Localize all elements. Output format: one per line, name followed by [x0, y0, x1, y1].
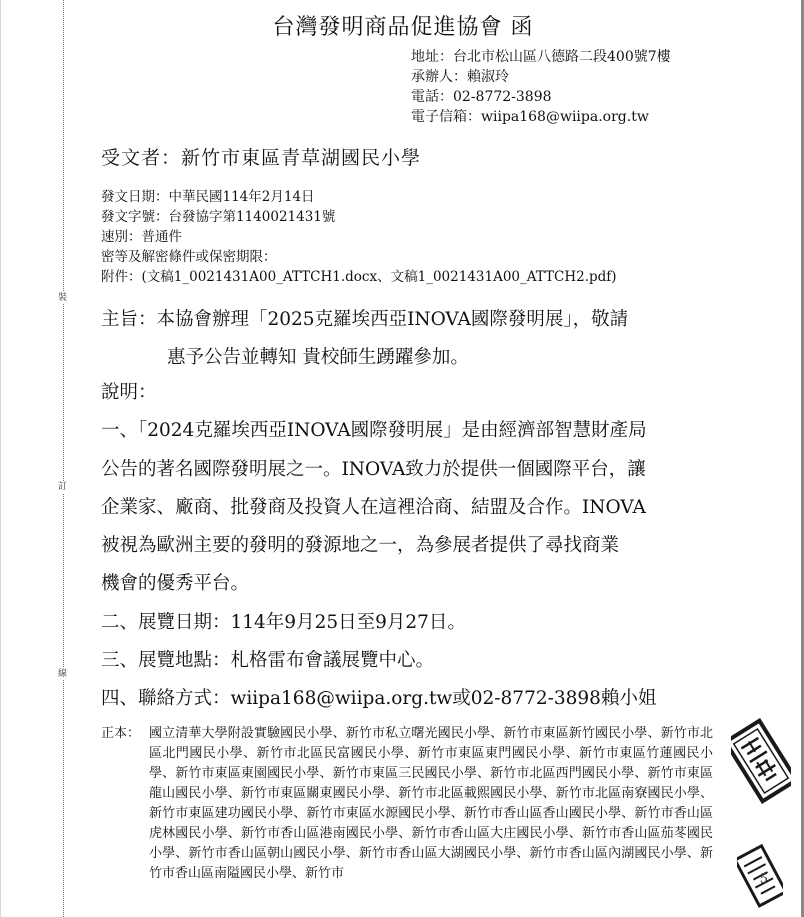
seal-stamp-icon — [731, 718, 791, 804]
sender-phone: 電話：02-8772-3898 — [411, 89, 552, 105]
recipients — [101, 724, 713, 884]
subject-line-1: 主旨：本協會辦理「2025克羅埃西亞INOVA國際發明展」，敬請 — [101, 309, 629, 330]
receiver: 受文者：新竹市東區青草湖國民小學 — [101, 147, 422, 169]
sender-handler: 承辦人：賴淑玲 — [411, 69, 509, 85]
recipients-list: 國立清華大學附設實驗國民小學、新竹市私立曙光國民小學、新竹市東區新竹國民小學、新竹市北區北門國民小學、新竹市北區民富國民小學、新竹市東區東門國民小學、新竹市東區竹蓮國民小學、新竹市東區東園國民小學、新竹市東區三民國民小學、新竹市北區西門國民小學、新竹市東區龍山國民小學、新竹市東區關東國民小學、新竹市北區載熙國民小學、新竹市北區南寮國民小學、新竹市東區建功國民小學、新竹市東區水源國民小學、新竹市香山區香山國民小學、新竹市香山區虎林國民小學、新竹市香山區港南國民小學、新竹市香山區大庄國民小學、新竹市香山區茄苳國民小學、新竹市香山區朝山國民小學、新竹市香山區大湖國民小學、新竹市香山區內湖國民小學、新竹市香山區南隘國民小學、新竹市 — [149, 726, 713, 881]
attachments: 附件：(文稿1_0021431A00_ATTCH1.docx、文稿1_0021431A00_ATTCH2.pdf) — [101, 269, 617, 285]
subject-line-2: 惠予公告並轉知 貴校師生踴躍參加。 — [167, 347, 469, 368]
explanation — [101, 374, 711, 719]
document-title: 台灣發明商品促進協會 函 — [272, 15, 534, 40]
binding-mark-xian: 線 — [58, 669, 68, 679]
binding-line — [63, 0, 64, 917]
document-meta — [101, 187, 617, 287]
issue-number: 發文字號：台發協字第1140021431號 — [101, 209, 336, 225]
paragraph-4: 四、聯絡方式：wiipa168@wiipa.org.tw或02-8772-3898賴小姐 — [101, 688, 657, 710]
sender-email: 電子信箱：wiipa168@wiipa.org.tw — [411, 109, 649, 125]
sender-info — [411, 47, 671, 127]
explanation-heading: 說明： — [101, 382, 157, 403]
binding-mark-zhuang: 裝 — [58, 293, 68, 303]
paragraph-1-line-1: 一、「2024克羅埃西亞INOVA國際發明展」是由經濟部智慧財產局 — [101, 420, 647, 442]
paragraph-3: 三、展覽地點：札格雷布會議展覽中心。 — [101, 650, 435, 672]
secret-level: 密等及解密條件或保密期限： — [101, 249, 277, 265]
sender-address: 地址：台北市松山區八德路二段400號7樓 — [411, 49, 671, 65]
paragraph-2: 二、展覽日期：114年9月25日至9月27日。 — [101, 611, 466, 633]
paragraph-1-line-3: 企業家、廠商、批發商及投資人在這裡洽商、結盟及合作。INOVA — [101, 496, 646, 518]
subject — [101, 301, 701, 377]
paragraph-1-line-4: 被視為歐洲主要的發明的發源地之一，為參展者提供了尋找商業 — [101, 535, 620, 557]
delivery-speed: 速別：普通件 — [101, 229, 182, 245]
issue-date: 發文日期：中華民國114年2月14日 — [101, 189, 315, 205]
binding-mark-ding: 訂 — [58, 482, 68, 492]
paragraph-1-line-5: 機會的優秀平台。 — [101, 573, 250, 595]
page-number: 5 — [759, 872, 768, 887]
recipients-label: 正本： — [101, 726, 141, 741]
paragraph-1-line-2: 公告的著名國際發明展之一。INOVA致力於提供一個國際平台，讓 — [101, 458, 646, 480]
